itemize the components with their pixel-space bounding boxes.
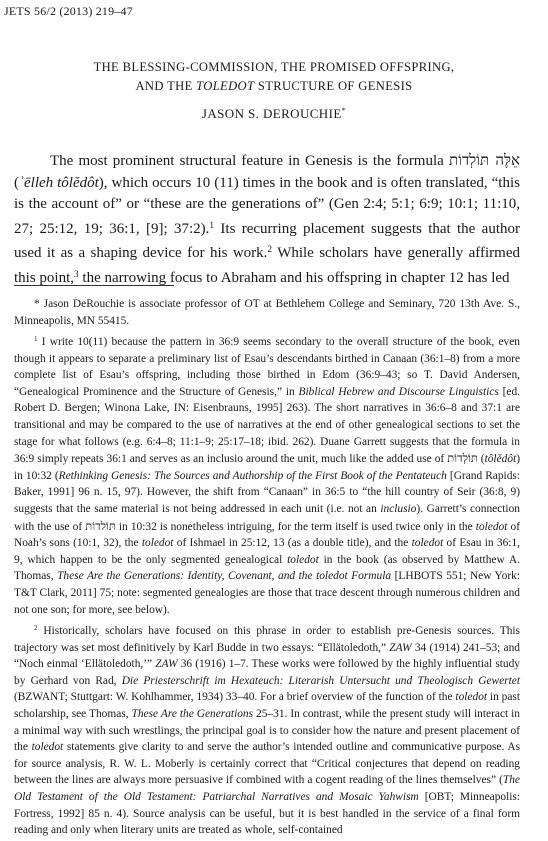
footnote-ref-3: 3 — [74, 270, 79, 281]
footnote-author-affiliation: * Jason DeRouchie is associate professor of OT at Bethlehem College and Seminary, 720 13th Ave. S., Minneapolis, MN 55415. — [14, 298, 520, 327]
footnote-1: $^1$ I write 10(11) because the pattern in 36:9 seems secondary to the overall structure of the book, even though it appears to separate a preliminary list of Esau’s descendants birthed in Canaan (36:1–8) from a more complete list of Esau’s offspring, including those birthed in Edom (36:9–43; so T. David Andersen, “Genealogical Prominence and the Structure of Genesis,” in Biblical Hebrew and Discourse Linguistics [ed. Robert D. Bergen; Winona Lake, IN: Eisenbrauns, 1995] 263). The short narratives in 36:6–8 and 37:1 are transitional and may be compared to the use of narratives at the end of other genealogical sections to set the stage for what follows (e.g. 6:4–8; 11:1–9; 25:17–18; ibid. 262). Duane Garrett suggests that the formula in 36:9 simply repeats 36:1 and serves as an inclusio around the unit, much like the added use of תּוֹלְדוֹת (tôlĕdôt) in 10:32 (Rethinking Genesis: The Sources and Authorship of the First Book of the Pentateuch [Grand Rapids: Baker, 1991] 96 n. 15, 97). However, the shift from “Canaan” in 36:5 to “the hill country of Seir (36:8, 9) suggests that the same material is not being addressed in each unit (i.e. not an inclusio). Garrett’s connection with the use of תּוֹלדוֹת in 10:32 is nonetheless intriguing, for the term itself is used twice only in the toledot of Noah’s sons (10:1, 32), the toledot of Ishmael in 25:12, 13 (as a double title), and the toledot of Esau in 36:1, 9, which happen to be the only segmented genealogical toledot in the book (as observed by Matthew A. Thomas, These Are the Generations: Identity, Covenant, and the toledot Formula [LHBOTS 551; New York: T&T Clark, 2011] 75; note: segmented genealogies are those that trace descent through numerous children and not one son; for more, see below). — [14, 335, 521, 616]
article-title-line-2: AND THE TOLEDOT STRUCTURE OF GENESIS — [135, 79, 413, 93]
footnotes — [14, 296, 520, 841]
article-title-line-1: THE BLESSING-COMMISSION, THE PROMISED OFFSPRING, — [93, 60, 455, 74]
author-name: JASON S. DEROUCHIE* — [201, 106, 347, 121]
footnote-2: $^2$ Historically, scholars have focused on this phrase in order to establish pre-Genesis sources. This trajectory was set most definitively by Karl Budde in two essays: “Ellätoledoth,” ZAW 34 (1914) 241–53; and “Noch einmal ‘Ellätoledoth,’” ZAW 36 (1916) 1–7. These works were followed by the highly influential study by Gerhard von Rad, Die Priesterschrift im Hexateuch: Literarish Untersucht und Theologisch Gewertet (BZWANT; Stuttgart: W. Kohlhammer, 1934) 33–40. For a brief overview of the function of the toledot in past scholarship, see Thomas, These Are the Generations 25–31. In contrast, while the present study will interact in a minimal way with such wrestlings, the principal goal is to consider how the nature and present placement of the toledot statements give clarity to and serve the author’s intended outline and communicative purpose. As for source analysis, R. W. L. Moberly is certainly correct that “Critical conjectures that depend on reading between the lines are always more persuasive if combined with a cogent reading of the lines themselves” (The Old Testament of the Old Testament: Patriarchal Narratives and Mosaic Yahwism [OBT; Minneapolis: Fortress, 1992] 85 n. 4). Source analysis can be useful, but it is best handled in the service of a final form reading and only when literary units are treated as whole, self-contained — [14, 624, 521, 837]
body-paragraph: The most prominent structural feature in Genesis is the formula אֵלֶּה תּוֹלְדוֹת (ʾēlleh tôlĕdôt), which occurs 10 (11) times in the book and is often translated, “this is the account of” or “these are the generations of” (Gen 2:4; 5:1; 6:9; 10:1; 11:10, 27; 25:12, 19; 36:1, [9]; 37:2).$^1$ Its recurring placement suggests that the author used it as a shaping device for his work.$^2$ While scholars have generally affirmed this point,$^3$ the narrowing focus to Abraham and his offspring in chapter 12 has led — [14, 151, 521, 287]
hebrew-formula: אֵלֶּה תּוֹלְדוֹת — [448, 151, 520, 169]
footnote-separator — [14, 285, 174, 286]
footnote-ref-1: 1 — [209, 220, 215, 231]
footnote-ref-2: 2 — [267, 245, 273, 256]
running-head: JETS 56/2 (2013) 219–47 — [4, 4, 133, 18]
author-footnote-mark: * — [341, 106, 347, 115]
transliteration: ʾēlleh tôlĕdôt — [19, 174, 99, 191]
